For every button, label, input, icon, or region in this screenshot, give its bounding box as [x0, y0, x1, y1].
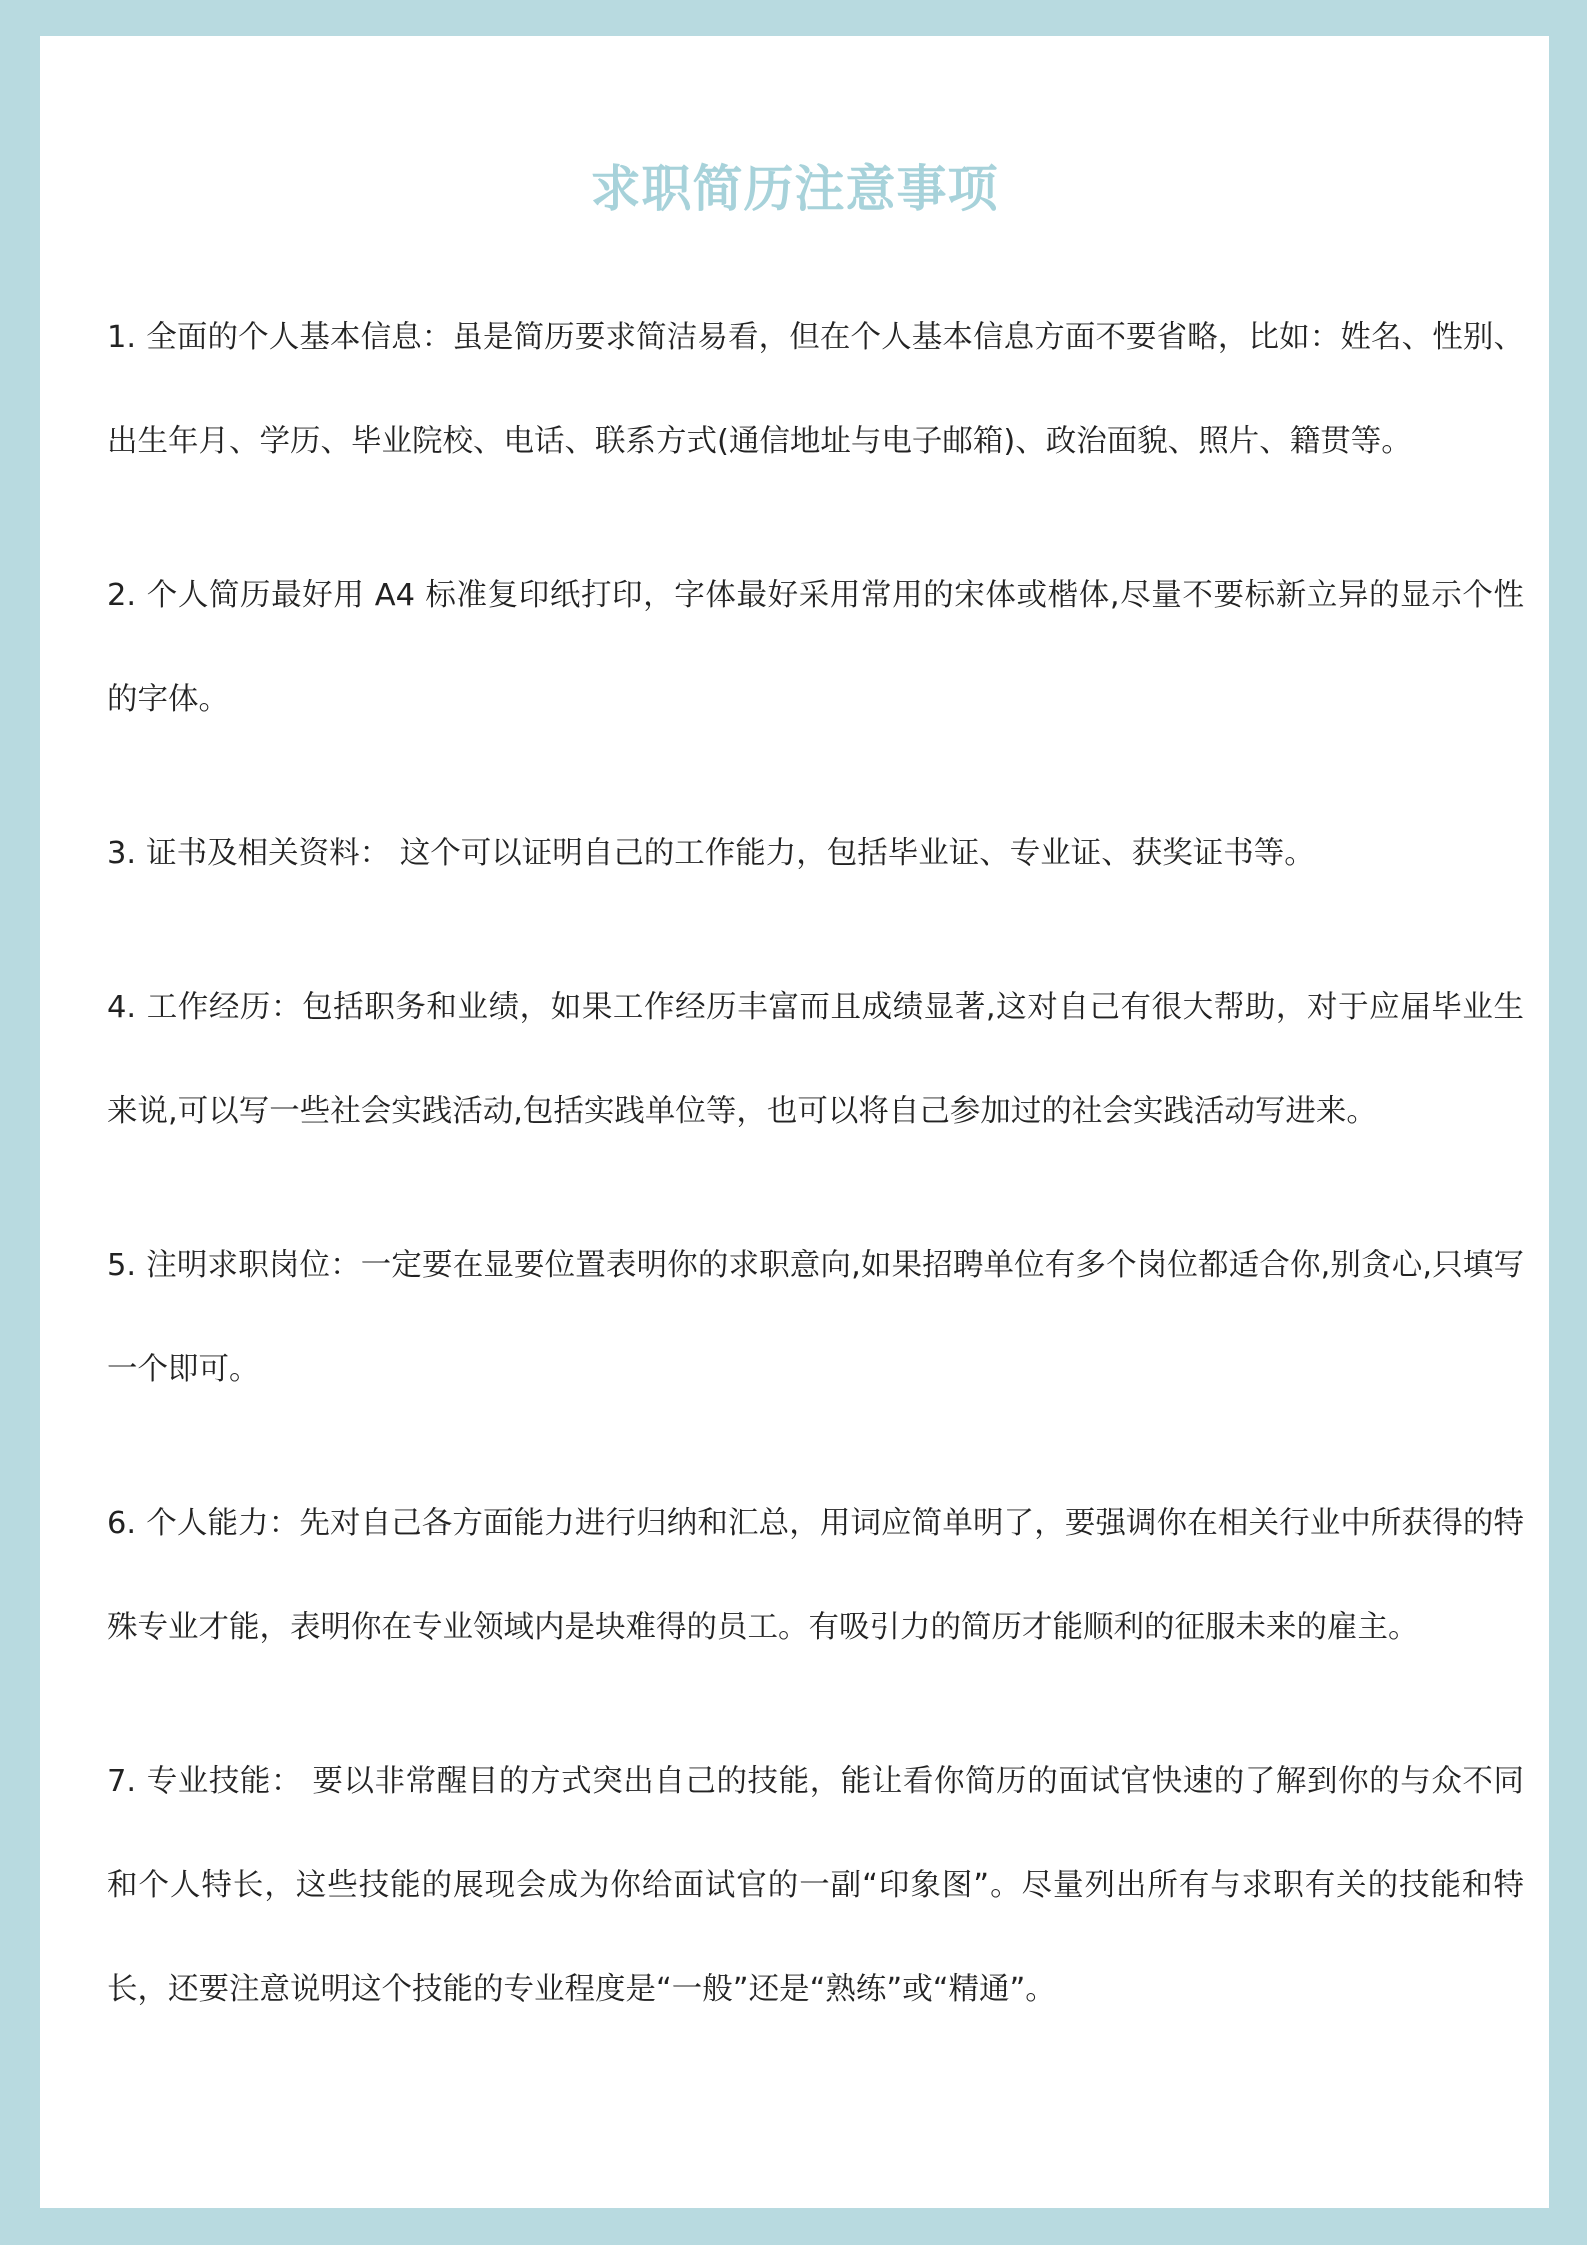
list-item-5: [107, 1214, 1524, 1422]
list-item-4: [107, 956, 1524, 1164]
item-number: 3.: [107, 836, 137, 871]
item-text: 工作经历：包括职务和业绩，如果工作经历丰富而且成绩显著,这对自己有很大帮助，对于应届毕业生来说,可以写一些社会实践活动,包括实践单位等，也可以将自己参加过的社会实践活动写进来。: [107, 990, 1524, 1129]
item-text: 证书及相关资料： 这个可以证明自己的工作能力，包括毕业证、专业证、获奖证书等。: [146, 836, 1315, 871]
list-item-1: [107, 286, 1524, 494]
list-item-6: [107, 1472, 1524, 1680]
item-number: 1.: [107, 320, 137, 355]
item-number: 5.: [107, 1248, 137, 1283]
document-page: [40, 36, 1549, 2208]
list-item-7: [107, 1730, 1524, 2042]
item-number: 2.: [107, 578, 137, 613]
list-item-3: [107, 802, 1524, 906]
document-body: [107, 286, 1524, 2092]
item-number: 4.: [107, 990, 137, 1025]
page-title: 求职简历注意事项: [590, 160, 999, 218]
list-item-2: [107, 544, 1524, 752]
item-number: 6.: [107, 1506, 137, 1541]
item-number: 7.: [107, 1764, 137, 1799]
item-text: 注明求职岗位：一定要在显要位置表明你的求职意向,如果招聘单位有多个岗位都适合你,别贪心,只填写一个即可。: [107, 1248, 1524, 1387]
item-text: 个人能力：先对自己各方面能力进行归纳和汇总，用词应简单明了，要强调你在相关行业中所获得的特殊专业才能，表明你在专业领域内是块难得的员工。有吸引力的简历才能顺利的征服未来的雇主。: [107, 1506, 1524, 1645]
item-text: 全面的个人基本信息：虽是简历要求简洁易看，但在个人基本信息方面不要省略，比如：姓名、性别、出生年月、学历、毕业院校、电话、联系方式(通信地址与电子邮箱)、政治面貌、照片、籍贯等。: [107, 320, 1524, 459]
item-text: 个人简历最好用 A4 标准复印纸打印，字体最好采用常用的宋体或楷体,尽量不要标新立异的显示个性的字体。: [107, 578, 1524, 717]
item-text: 专业技能： 要以非常醒目的方式突出自己的技能，能让看你简历的面试官快速的了解到你的与众不同和个人特长，这些技能的展现会成为你给面试官的一副“印象图”。尽量列出所有与求职有关的技能和特长，还要注意说明这个技能的专业程度是“一般”还是“熟练”或“精通”。: [107, 1764, 1524, 2007]
